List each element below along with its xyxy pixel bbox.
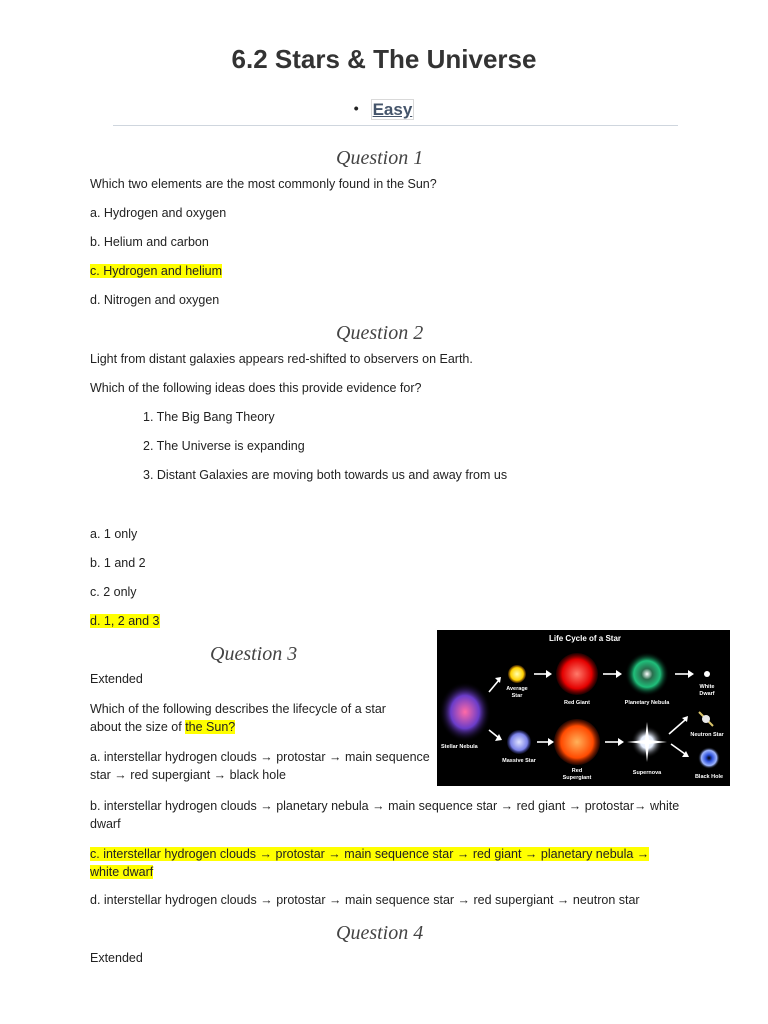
label-red-supergiant-2: Supergiant bbox=[562, 775, 592, 781]
question-3-option-c-text: c. interstellar hydrogen clouds → protostar → main sequence star → red giant → planetary nebula → white dwarf bbox=[90, 847, 650, 879]
question-3-heading: Question 3 bbox=[210, 643, 298, 665]
question-2-heading: Question 2 bbox=[336, 322, 424, 344]
supernova-icon bbox=[627, 722, 667, 762]
question-1-option-a: a. Hydrogen and oxygen bbox=[90, 206, 227, 220]
question-2-option-a: a. 1 only bbox=[90, 527, 138, 541]
easy-link[interactable]: Easy bbox=[372, 100, 413, 119]
label-massive-star: Massive Star bbox=[502, 758, 536, 764]
label-stellar-nebula: Stellar Nebula bbox=[441, 744, 478, 750]
question-2-item-3: 3. Distant Galaxies are moving both towards us and away from us bbox=[143, 468, 508, 482]
star-lifecycle-diagram bbox=[437, 630, 730, 786]
question-3-tag: Extended bbox=[90, 672, 143, 686]
question-3-prompt bbox=[90, 700, 420, 736]
label-white-dwarf-2: Dwarf bbox=[699, 691, 715, 697]
question-3-prompt-highlight: the Sun? bbox=[185, 720, 236, 734]
label-black-hole: Black Hole bbox=[694, 774, 724, 780]
neutron-star-icon bbox=[699, 712, 713, 726]
label-neutron-star: Neutron Star bbox=[690, 732, 724, 738]
section-heading bbox=[0, 100, 768, 120]
label-red-supergiant-1: Red bbox=[571, 768, 583, 774]
question-2-option-d: d. 1, 2 and 3 bbox=[90, 614, 160, 628]
question-2-item-1: 1. The Big Bang Theory bbox=[143, 410, 275, 424]
question-2-line-2: Which of the following ideas does this provide evidence for? bbox=[90, 381, 422, 395]
question-4-heading: Question 4 bbox=[336, 922, 424, 944]
page-title: 6.2 Stars & The Universe bbox=[231, 44, 537, 74]
arrow-supernova-to-neutron bbox=[669, 720, 685, 734]
stellar-nebula-icon bbox=[439, 682, 491, 742]
label-average-star-2: Star bbox=[511, 693, 523, 699]
question-3-prompt-text: Which of the following describes the lifecycle of a star about the size of bbox=[90, 702, 386, 734]
question-2-option-c: c. 2 only bbox=[90, 585, 137, 599]
question-1-heading: Question 1 bbox=[336, 147, 424, 169]
arrow-supernova-to-blackhole bbox=[671, 744, 685, 754]
massive-star-icon bbox=[507, 730, 531, 754]
question-1-prompt: Which two elements are the most commonly found in the Sun? bbox=[90, 177, 437, 191]
question-4-tag: Extended bbox=[90, 951, 143, 965]
bullet-icon: • bbox=[353, 100, 359, 116]
black-hole-icon bbox=[698, 747, 720, 769]
average-star-icon bbox=[508, 665, 526, 683]
planetary-nebula-icon bbox=[625, 652, 669, 696]
red-supergiant-icon bbox=[554, 719, 600, 765]
question-3-option-d: d. interstellar hydrogen clouds → protostar → main sequence star → red supergiant → neutron star bbox=[90, 893, 640, 907]
question-1-option-c: c. Hydrogen and helium bbox=[90, 264, 223, 278]
diagram-title: Life Cycle of a Star bbox=[548, 634, 622, 643]
question-3-option-a: a. interstellar hydrogen clouds → protostar → main sequence star → red supergiant → black hole bbox=[90, 750, 430, 782]
question-2-line-1: Light from distant galaxies appears red-shifted to observers on Earth. bbox=[90, 352, 473, 366]
question-3-option-c bbox=[90, 845, 680, 881]
arrow-nebula-to-average bbox=[489, 680, 499, 692]
question-2-item-2: 2. The Universe is expanding bbox=[143, 439, 305, 453]
label-average-star-1: Average bbox=[506, 686, 528, 692]
question-2-option-b: b. 1 and 2 bbox=[90, 556, 146, 570]
question-3-option-b: b. interstellar hydrogen clouds → planetary nebula → main sequence star → red giant → protostar→ white dwarf bbox=[90, 799, 680, 831]
question-1-option-d: d. Nitrogen and oxygen bbox=[90, 293, 220, 307]
red-giant-icon bbox=[556, 653, 598, 695]
label-planetary-nebula: Planetary Nebula bbox=[624, 700, 670, 706]
label-red-giant: Red Giant bbox=[564, 700, 590, 706]
label-supernova: Supernova bbox=[632, 770, 662, 776]
divider bbox=[113, 125, 678, 126]
label-white-dwarf-1: White bbox=[699, 684, 715, 690]
white-dwarf-icon bbox=[704, 671, 710, 677]
question-1-option-b: b. Helium and carbon bbox=[90, 235, 209, 249]
